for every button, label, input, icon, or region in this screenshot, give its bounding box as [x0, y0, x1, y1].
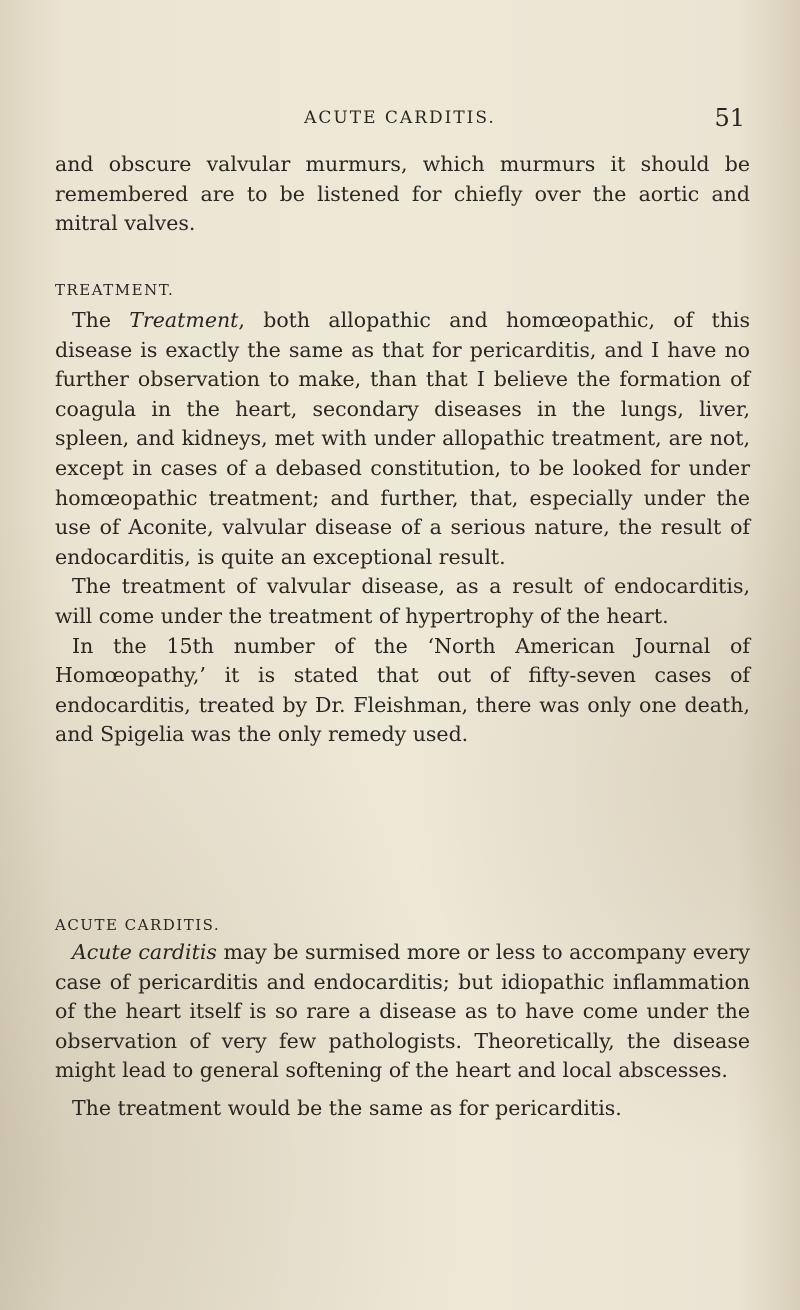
text-run: The — [72, 308, 130, 332]
text-run: may be surmised more or less to accompany every case of pericarditis and endocarditis; but idiopathic inflammation of the heart itself is so rare a disease as to have come under the observation of very few pathologists. Theoretically, the disease might lead to general softening of the heart and local abscesses. — [55, 940, 751, 1083]
running-title: ACUTE CARDITIS. — [304, 108, 496, 128]
running-head — [55, 104, 745, 134]
section-heading: ACUTE CARDITIS. — [55, 916, 221, 934]
journal-paragraph: In the 15th number of the ‘North American Journal of Homœopathy,’ it is stated that out of fifty-seven cases of endocarditis, treated by Dr. Fleishman, there was only one death, and Spigelia was the only remedy used. — [55, 633, 750, 747]
page-number: 51 — [714, 104, 745, 132]
closing-paragraph: The treatment would be the same as for pericarditis. — [72, 1095, 622, 1120]
paragraph-continuation — [55, 150, 750, 239]
carditis-paragraph — [55, 938, 750, 1086]
carditis-section — [55, 938, 750, 1124]
treatment-paragraph — [55, 306, 750, 572]
paragraph-text: and obscure valvular murmurs, which murmurs it should be remembered are to be listened for chiefly over the aortic and mitral valves. — [55, 152, 750, 236]
treatment-section — [55, 306, 750, 750]
italic-term: Acute carditis — [72, 940, 217, 964]
text-run: , both allopathic and homœopathic, of this disease is exactly the same as that for pericarditis, and I have no further observation to make, than that I believe the formation of coagula in the heart, secondary diseases in the lungs, liver, spleen, and kidneys, met with under allopathic treatment, are not, except in cases of a debased constitution, to be looked for under homœopathic treatment; and further, that, especially under the use of Aconite, valvular disease of a serious nature, the result of endocarditis, is quite an exceptional result. — [55, 308, 751, 569]
valvular-paragraph: The treatment of valvular disease, as a result of endocarditis, will come under the treatment of hypertrophy of the heart. — [55, 574, 750, 628]
carditis-heading-block — [55, 911, 750, 941]
italic-term: Treatment — [129, 308, 239, 332]
section-heading: TREATMENT. — [55, 281, 175, 299]
treatment-heading-block — [55, 276, 750, 306]
